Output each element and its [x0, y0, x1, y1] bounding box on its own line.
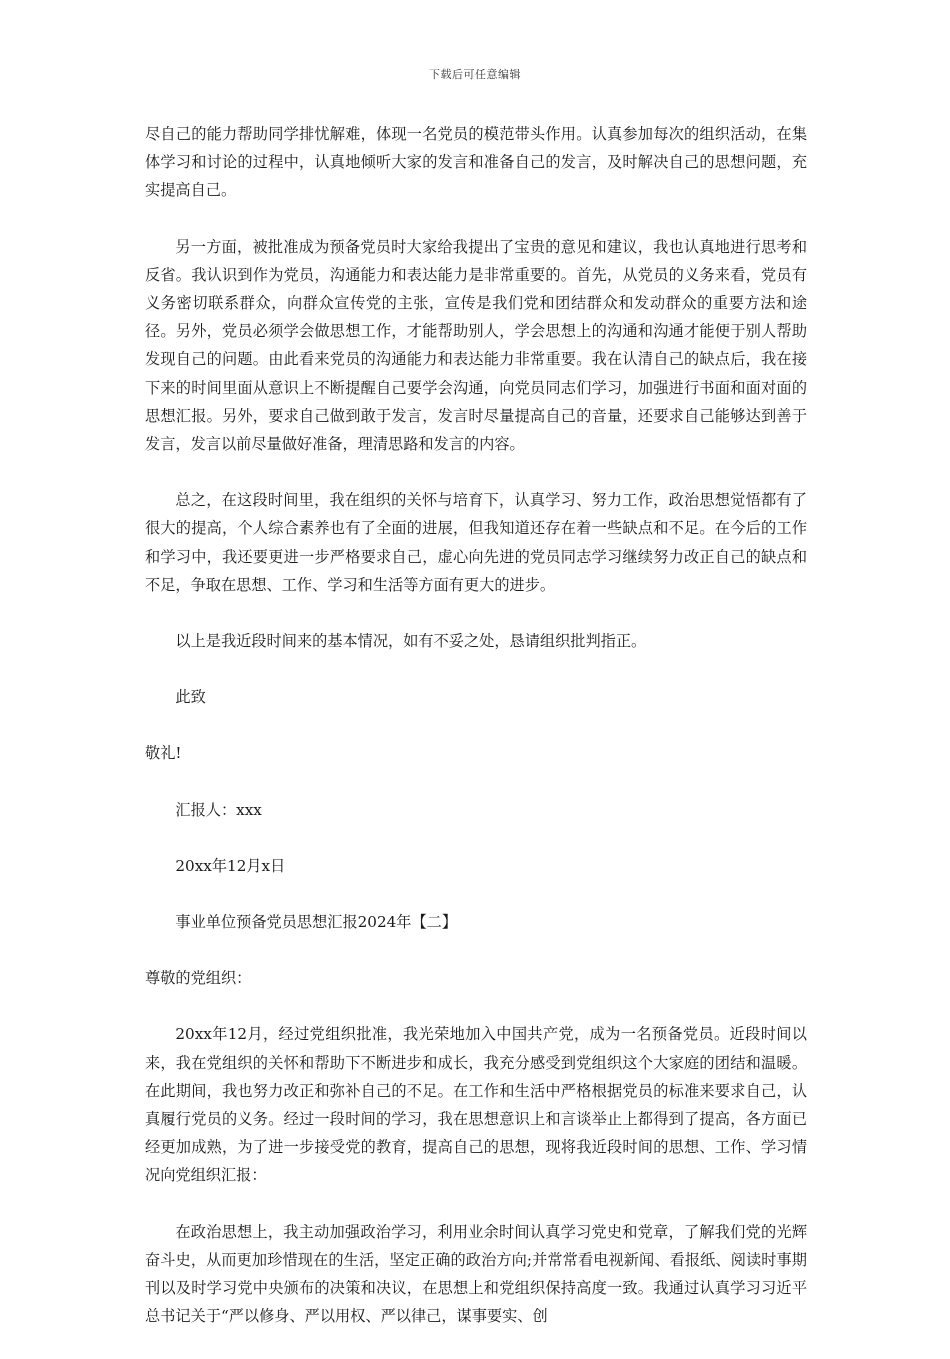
reporter-signature: 汇报人：xxx	[175, 800, 262, 819]
document-body	[145, 120, 807, 1359]
paragraph: 尽自己的能力帮助同学排忧解难，体现一名党员的模范带头作用。认真参加每次的组织活动，在集体学习和讨论的过程中，认真地倾听大家的发言和准备自己的发言，及时解决自己的思想问题，充实提高自己。	[145, 125, 807, 200]
salutation-jingli: 敬礼!	[145, 744, 182, 763]
paragraph: 另一方面，被批准成为预备党员时大家给我提出了宝贵的意见和建议，我也认真地进行思考和反省。我认识到作为党员，沟通能力和表达能力是非常重要的。首先，从党员的义务来看，党员有义务密切联系群众，向群众宣传党的主张，宣传是我们党和团结群众和发动群众的重要方法和途径。另外，党员必须学会做思想工作，才能帮助别人，学会思想上的沟通和沟通才能便于别人帮助发现自己的问题。由此看来党员的沟通能力和表达能力非常重要。我在认清自己的缺点后，我在接下来的时间里面从意识上不断提醒自己要学会沟通，向党员同志们学习，加强进行书面和面对面的思想汇报。另外，要求自己做到敢于发言，发言时尽量提高自己的音量，还要求自己能够达到善于发言，发言以前尽量做好准备，理清思路和发言的内容。	[145, 237, 807, 454]
page-header: 下载后可任意编辑	[429, 68, 521, 81]
greeting: 尊敬的党组织：	[145, 969, 252, 988]
paragraph: 在政治思想上，我主动加强政治学习，利用业余时间认真学习党史和党章，了解我们党的光辉奋斗史，从而更加珍惜现在的生活，坚定正确的政治方向;并常常看电视新闻、看报纸、阅读时事期刊以及时学习党中央颁布的决策和决议，在思想上和党组织保持高度一致。我通过认真学习习近平总书记关于“严以修身、严以用权、严以律己，谋事要实、创	[145, 1222, 807, 1326]
report-date: 20xx年12月x日	[175, 856, 286, 875]
paragraph: 20xx年12月，经过党组织批准，我光荣地加入中国共产党，成为一名预备党员。近段时间以来，我在党组织的关怀和帮助下不断进步和成长，我充分感受到党组织这个大家庭的团结和温暖。在此期间，我也努力改正和弥补自己的不足。在工作和生活中严格根据党员的标准来要求自己，认真履行党员的义务。经过一段时间的学习，我在思想意识上和言谈举止上都得到了提高，各方面已经更加成熟，为了进一步接受党的教育，提高自己的思想，现将我近段时间的思想、工作、学习情况向党组织汇报：	[145, 1025, 807, 1185]
salutation-cizhi: 此致	[175, 688, 206, 707]
section-title: 事业单位预备党员思想汇报2024年【二】	[175, 913, 458, 932]
paragraph: 总之，在这段时间里，我在组织的关怀与培育下，认真学习、努力工作，政治思想觉悟都有了很大的提高，个人综合素养也有了全面的进展，但我知道还存在着一些缺点和不足。在今后的工作和学习中，我还要更进一步严格要求自己，虚心向先进的党员同志学习继续努力改正自己的缺点和不足，争取在思想、工作、学习和生活等方面有更大的进步。	[145, 491, 807, 594]
closing-statement: 以上是我近段时间来的基本情况，如有不妥之处，恳请组织批判指正。	[175, 632, 647, 651]
